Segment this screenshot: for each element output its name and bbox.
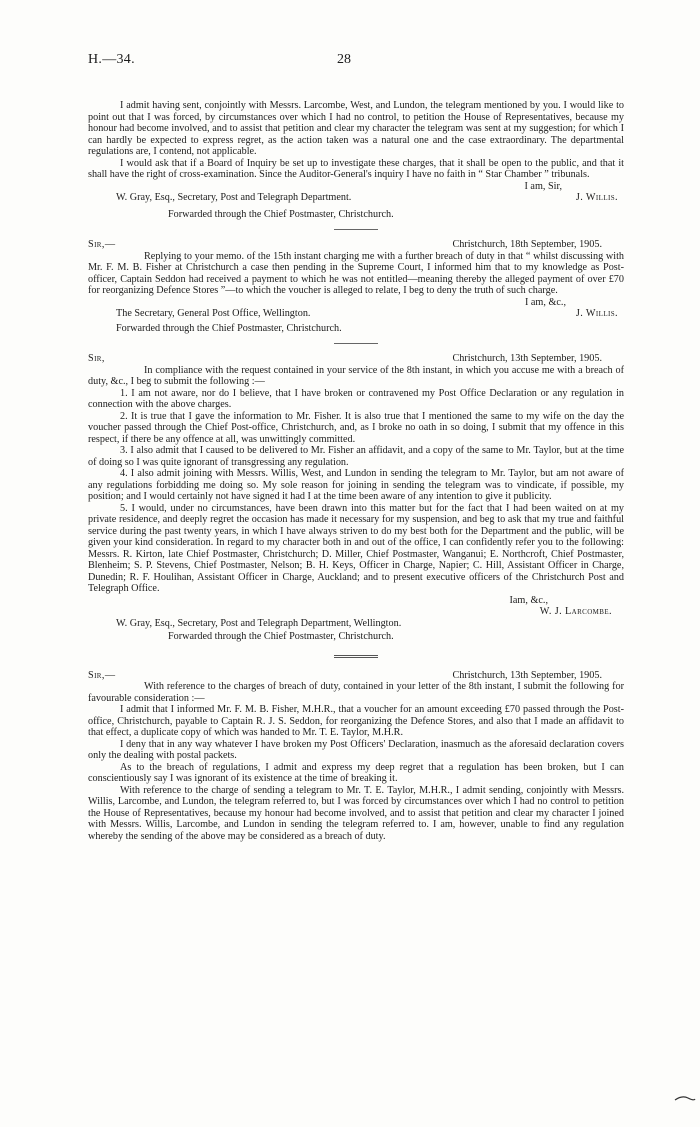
paragraph: I deny that in any way whatever I have broken my Post Officers' Declaration, inasmuch as the aforesaid declaration covers only the dealing with postal packets. bbox=[88, 738, 624, 761]
paragraph: I admit having sent, conjointly with Messrs. Larcombe, West, and Lundon, the telegram mentioned by you. I would like to point out that I was forced, by circumstances over which I had no control, to petition the House of Representatives, because my honour had become involved, and to assist that petition and clear my character the telegram was sent at my suggestion; for which I can hardly be expected to express regret, as the action taken was a natural one and the case extraordinary. The departmental regulations are, I contend, not applicable. bbox=[88, 100, 624, 157]
section-divider bbox=[334, 655, 378, 658]
page-header bbox=[0, 54, 700, 70]
paragraph: With reference to the charges of breach of duty, contained in your letter of the 8th instant, I submit the following for favourable consideration :— bbox=[88, 681, 624, 704]
place-date: Christchurch, 13th September, 1905. bbox=[452, 353, 602, 364]
salutation: Sir, bbox=[88, 353, 105, 364]
letter-willis-1 bbox=[88, 100, 624, 220]
forwarded-note: Forwarded through the Chief Postmaster, Christchurch. bbox=[168, 631, 394, 642]
salutation-row bbox=[88, 670, 624, 682]
salutation: Sir,— bbox=[88, 239, 116, 250]
list-item: 4. I also admit joining with Messrs. Willis, West, and Lundon in sending the telegram to Mr. Taylor, but am not aware of any regulations forbidding me doing so. My sole reason for joining in sending the telegram was to vindicate, if possible, my position; and I would certainly not have signed it had I at the time been aware of any intention to give it publicity. bbox=[88, 468, 624, 502]
closing: I am, Sir, bbox=[524, 180, 562, 192]
list-item: 2. It is true that I gave the information to Mr. Fisher. It is also true that I mentioned the same to my wife on the day the voucher passed through the Chief Post-office, Christchurch, and, as I broke no oath in so doing, I submit that my offence in this respect, if there be any offence at all, was unwittingly committed. bbox=[88, 410, 624, 445]
paragraph: I would ask that if a Board of Inquiry be set up to investigate these charges, that it shall be open to the public, and that it shall have the right of cross-examination. Since the Auditor-General's inquiry I have no faith in “ Star Chamber ” tribunals. bbox=[88, 157, 624, 180]
paragraph: With reference to the charge of sending a telegram to Mr. T. E. Taylor, M.H.R., I admit sending, conjointly with Messrs. Willis, Larcombe, and Lundon, the telegram referred to, but I was forced by circumstances over which I had no control to petition the House of Representatives, because my honour had become involved, and to assist that petition and clear my character I joined with Messrs. Willis, Larcombe, and Lundon in sending the telegram referred to. I am, however, unable to find any regulation whereby the sending of the above may be considered as a breach of duty. bbox=[88, 784, 624, 842]
addressee: The Secretary, General Post Office, Wellington. bbox=[116, 308, 311, 319]
signature: J. Willis. bbox=[575, 308, 618, 319]
forwarded-note: Forwarded through the Chief Postmaster, Christchurch. bbox=[168, 208, 394, 220]
salutation-row bbox=[88, 353, 624, 365]
paragraph: Replying to your memo. of the 15th instant charging me with a further breach of duty in that “ whilst discussing with Mr. F. M. B. Fisher at Christchurch a case then pending in the Supreme Court, I informed him that to my knowledge as Post-officer, Captain Seddon had received a payment to which he was not entitled—meaning thereby the alleged payment of over £70 for reorganizing Defence Stores ”—to which the voucher is alleged to relate, I beg to deny the truth of such charge. bbox=[88, 250, 624, 296]
addressee-signature-row bbox=[88, 308, 624, 320]
addressee-signature-row bbox=[88, 192, 624, 204]
salutation: Sir,— bbox=[88, 669, 116, 681]
section-divider bbox=[334, 229, 378, 230]
letter-4 bbox=[88, 670, 624, 843]
list-item: 1. I am not aware, nor do I believe, that I have broken or contravened my Post Office Declaration or any regulation in connection with the above charges. bbox=[88, 387, 624, 410]
closing: Iam, &c., bbox=[509, 594, 548, 606]
signature: W. J. Larcombe. bbox=[539, 606, 612, 617]
list-item: 3. I also admit that I caused to be delivered to Mr. Fisher an affidavit, and a copy of the same to Mr. Taylor, but at the time of doing so I was quite ignorant of transgressing any regulation. bbox=[88, 445, 624, 468]
section-divider bbox=[334, 343, 378, 344]
letter-larcombe bbox=[88, 353, 624, 643]
addressee: W. Gray, Esq., Secretary, Post and Telegraph Department. bbox=[116, 192, 352, 203]
paragraph: As to the breach of regulations, I admit and express my deep regret that a regulation has been broken, but I can conscientiously say I was ignorant of its existence at the time of breaking it. bbox=[88, 761, 624, 784]
paragraph: In compliance with the request contained in your service of the 8th instant, in which you accuse me with a breach of duty, &c., I beg to submit the following :— bbox=[88, 364, 624, 387]
margin-mark bbox=[674, 1094, 696, 1104]
place-date: Christchurch, 18th September, 1905. bbox=[452, 239, 602, 250]
letter-willis-2 bbox=[88, 239, 624, 334]
place-date: Christchurch, 13th September, 1905. bbox=[452, 669, 602, 681]
list-item: 5. I would, under no circumstances, have been drawn into this matter but for the fact that I had been waited on at my private residence, and deeply regret the occasion has made it necessary for my suspension, and beg to ask that my true and faithful service during the past twenty years, in which I have always striven to do my best both for the Department and the public, will be given your kind consideration. In regard to my character both in and out of the office, I can confidently refer you to the following: Messrs. R. Kirton, late Chief Postmaster, Christchurch; D. Miller, Chief Postmaster, Wanganui; E. Northcroft, Chief Postmaster, Blenheim; S. P. Stevens, Chief Postmaster, Nelson; B. H. Keys, Officer in Charge, Napier; C. Hill, Assistant Officer in Charge, Dunedin; R. F. Houlihan, Assistant Officer in Charge, Auckland; and to present executive officers of the Christchurch Post and Telegraph Office. bbox=[88, 502, 624, 594]
text-column bbox=[88, 100, 624, 842]
salutation-row bbox=[88, 239, 624, 251]
page-number: 28 bbox=[337, 52, 351, 67]
document-reference: H.—34. bbox=[88, 52, 135, 67]
signature: J. Willis. bbox=[575, 192, 618, 203]
closing: I am, &c., bbox=[524, 296, 566, 308]
paragraph: I admit that I informed Mr. F. M. B. Fisher, M.H.R., that a voucher for an amount exceeding £70 passed through the Post-office, Christchurch, payable to Captain R. J. S. Seddon, for reorganizing the Defence Stores, and also that I made an affidavit to that effect, a duplicate copy of which was handed to Mr. T. E. Taylor, M.H.R. bbox=[88, 704, 624, 738]
addressee: W. Gray, Esq., Secretary, Post and Telegraph Department, Wellington. bbox=[116, 617, 402, 629]
forwarded-note: Forwarded through the Chief Postmaster, Christchurch. bbox=[116, 322, 342, 334]
